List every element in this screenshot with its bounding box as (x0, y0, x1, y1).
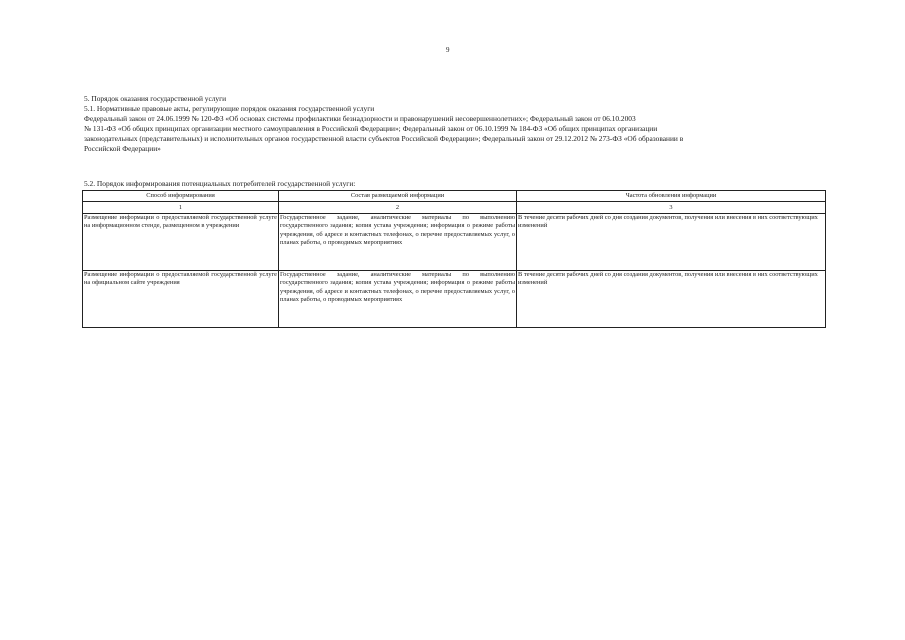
information-table (82, 190, 826, 328)
column-number: 1 (83, 202, 279, 214)
subsection-5-2-title: 5.2. Порядок информирования потенциальных потребителей государственной услуги: (84, 179, 356, 188)
table-row (83, 271, 826, 328)
cell-method: Размещение информации о предоставляемой государственной услуге на информационном стенде, размещенном в учреждении (83, 214, 279, 271)
laws-line-1: Федеральный закон от 24.06.1999 № 120-ФЗ «Об основах системы профилактики безнадзорности и правонарушений несовершеннолетних»; Федеральный закон от 06.10.2003 (84, 114, 636, 123)
section-heading: 5. Порядок оказания государственной услуги (84, 94, 227, 103)
laws-line-3: законодательных (представительных) и исполнительных органов государственной власти субъектов Российской Федерации»; Федеральный закон от 29.12.2012 № 273-ФЗ «Об образовании в (84, 134, 684, 143)
laws-line-2: № 131-ФЗ «Об общих принципах организации местного самоуправления в Российской Федерации»; Федеральный закон от 06.10.1999 № 184-ФЗ «Об общих принципах организации (84, 124, 658, 133)
cell-frequency: В течение десяти рабочих дней со дня создания документов, получения или внесения в них соответствующих изменений (517, 214, 826, 271)
column-number-row (83, 202, 826, 214)
column-number: 2 (279, 202, 517, 214)
column-header-frequency: Частота обновления информации (517, 191, 826, 202)
table-row (83, 214, 826, 271)
page-number: 9 (446, 46, 450, 54)
column-header-content: Состав размещаемой информации (279, 191, 517, 202)
cell-frequency: В течение десяти рабочих дней со дня создания документов, получения или внесения в них соответствующих изменений (517, 271, 826, 328)
table-header-row (83, 191, 826, 202)
section-5 (84, 94, 824, 154)
cell-method: Размещение информации о предоставляемой государственной услуге на официальном сайте учреждения (83, 271, 279, 328)
cell-content: Государственное задание, аналитические материалы по выполнению государственного задания; копия устава учреждения; информация о режиме работы учреждения, об адресе и контактных телефонах, о перечне предоставляемых услуг, о планах работы, о проводимых мероприятиях (279, 271, 517, 328)
laws-line-4: Российской Федерации» (84, 144, 161, 153)
cell-content: Государственное задание, аналитические материалы по выполнению государственного задания; копия устава учреждения; информация о режиме работы учреждения, об адресе и контактных телефонах, о перечне предоставляемых услуг, о планах работы, о проводимых мероприятиях (279, 214, 517, 271)
column-header-method: Способ информирования (83, 191, 279, 202)
subsection-5-1-title: 5.1. Нормативные правовые акты, регулирующие порядок оказания государственной услуги (84, 104, 375, 113)
column-number: 3 (517, 202, 826, 214)
